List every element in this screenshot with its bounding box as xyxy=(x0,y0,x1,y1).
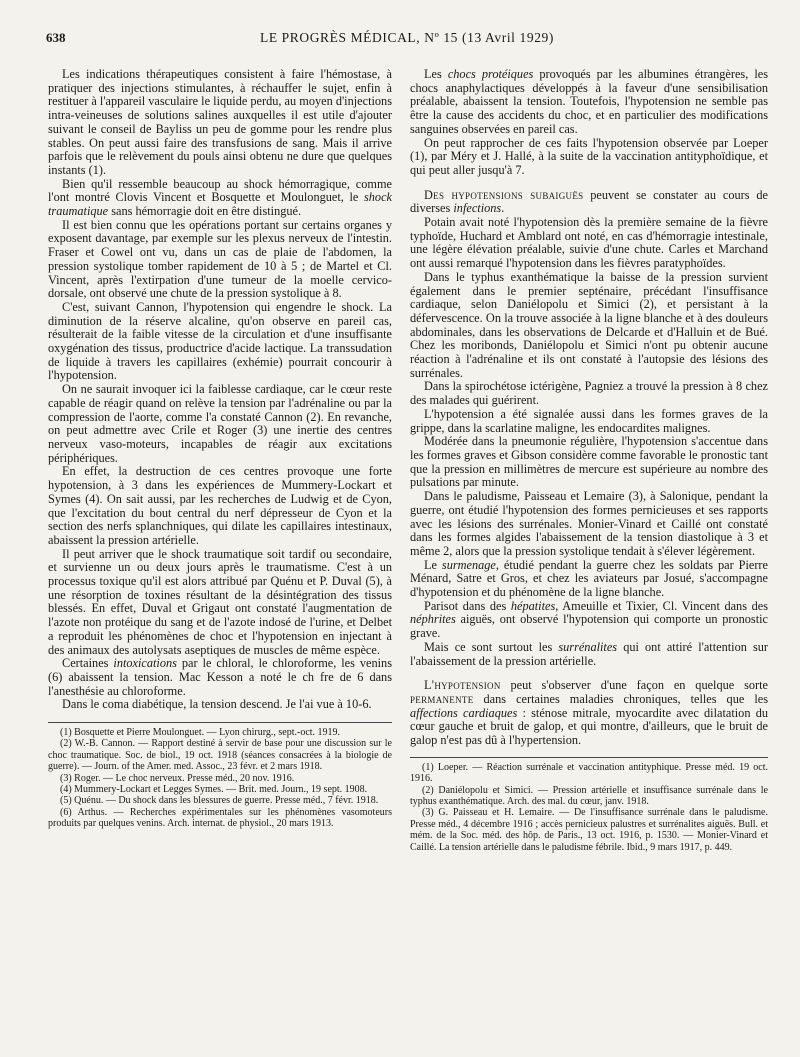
paragraph: Les chocs protéiques provoqués par les albumines étrangères, les chocs anaphylactiques développés à la faveur d'une sensibilisation préalable, abaissent la tension. Toutefois, l'hypotension ne semble pas être la cause des accidents du choc, et en particulier des modifications sanguines observées en pareil cas. xyxy=(410,67,768,136)
page-number: 638 xyxy=(46,30,66,45)
left-column xyxy=(48,68,392,830)
footnote: (2) W.-B. Cannon. — Rapport destiné à servir de base pour une discussion sur le choc traumatique. Soc. de biol., 19 oct. 1918 (séances consacrées à la biologie de guerre). — Journ. of the Amer. med. Assoc., 23 févr. et 2 mars 1918. xyxy=(48,738,392,773)
footnote: (3) Roger. — Le choc nerveux. Presse méd., 20 nov. 1916. xyxy=(60,772,295,784)
paragraph: Dans le coma diabétique, la tension descend. Je l'ai vue à 10-6. xyxy=(62,697,372,712)
paragraph: Il peut arriver que le shock traumatique soit tardif ou secondaire, et survienne un ou deux jours après le traumatisme. C'est à un processus toxique qu'il est alors attribué par Quénu et P. Duval (5), à une résorption de toxines résultant de la désintégration des tissus blessés. En effet, Duval et Grigaut ont constaté l'augmentation de l'azote non protéique du sang et de l'azote indosé de l'urine, et Delbet a reproduit les phénomènes de choc et l'hypotension en injectant à des animaux des autolysats aseptiques de muscles de même espèce. xyxy=(48,546,392,657)
running-header xyxy=(46,30,768,48)
paragraph: Dans le typhus exanthématique la baisse de la pression survient également dans le premier septénaire, précédant l'insuffisance cardiaque, selon Daniélopolu et Simici (2), et persistant à la défervescence. On la trouve associée à la ligne blanche et à des douleurs abdominales, dans les observations de Delcarde et d'Halluin et de Bué. Chez les moribonds, Daniélopolu et Simici n'ont pu obtenir aucune réaction à l'adrénaline et ils ont constaté à l'autopsie des lésions des surrénales. xyxy=(410,269,768,380)
footnotes xyxy=(410,762,768,853)
footnote: (5) Quénu. — Du shock dans les blessures de guerre. Presse méd., 7 févr. 1918. xyxy=(60,795,379,807)
paragraph: C'est, suivant Cannon, l'hypotension qui engendre le shock. La diminution de la réserve alcaline, qu'on observe en pareil cas, résulterait de la faible vitesse de la circulation et d'une insuffisante oxygénation des tissus, productrice d'acide lactique. La transsudation de liquide à travers les capillaires (exhémie) pourrait concourir à l'hypotension. xyxy=(48,299,392,383)
paragraph: Les indications thérapeutiques consistent à faire l'hémostase, à pratiquer des injections stimulantes, à réchauffer le sujet, enfin à restituer à l'appareil vasculaire le liquide perdu, au moyen d'injections intra-veineuses de solutions salines auxquelles il est utile d'ajouter suivant le conseil de Bayliss un peu de gomme pour les rendre plus stables. On peut aussi faire des transfusions de sang. Mais il arrive parfois que le relèvement du pouls ainsi obtenu ne dure que quelques instants (1). xyxy=(48,67,392,177)
footnotes xyxy=(48,727,392,830)
paragraph: Mais ce sont surtout les surrénalites qui ont attiré l'attention sur l'abaissement de la pression artérielle. xyxy=(410,639,768,668)
paragraph: Dans la spirochétose ictérigène, Pagniez a trouvé la pression à 8 chez des malades qui guérirent. xyxy=(410,379,768,408)
footnote-rule xyxy=(48,722,392,723)
paragraph: L'hypotension a été signalée aussi dans les formes graves de la grippe, dans la scarlatine maligne, les endocardites malignes. xyxy=(410,406,768,435)
paragraph: On peut rapprocher de ces faits l'hypotension observée par Loeper (1), par Méry et J. Hallé, à la suite de la vaccination antityphoïdique, et qui peut aller jusqu'à 7. xyxy=(410,135,768,177)
footnote: (2) Daniélopolu et Simici. — Pression artérielle et insuffisance surrénale dans le typhus exanthématique. Arch. des mal. du cœur, janv. 1918. xyxy=(410,784,768,807)
paragraph: On ne saurait invoquer ici la faiblesse cardiaque, car le cœur reste capable de réagir quand on relève la tension par l'adrénaline ou par la compression de l'aorte, comme l'a constaté Cannon (2). En revanche, on peut admettre avec Crile et Roger (3) une inertie des centres nerveux vaso-moteurs, incapables de réagir aux excitations périphériques. xyxy=(48,382,392,465)
paragraph: Dans le paludisme, Paisseau et Lemaire (3), à Salonique, pendant la guerre, ont étudié l'hypotension des formes pernicieuses et ses rapports avec les lésions des surrénales. Monier-Vinard et Caillé ont constaté dans les formes algides l'abaissement de la tension diastolique à 3 et même 2, alors que la pression systolique tendait à s'élever légèrement. xyxy=(410,489,768,558)
footnote: (1) Loeper. — Réaction surrénale et vaccination antityphique. Presse méd. 19 oct. 1916. xyxy=(410,761,768,785)
paragraph: L'hypotension peut s'observer d'une façon en quelque sorte permanente dans certaines maladies chroniques, telles que les affections cardiaques : sténose mitrale, myocardite avec dilatation du cœur gauche et bruit de galop, et qui montre, d'ailleurs, que le bruit de galop n'est pas dû à l'hypertension. xyxy=(410,678,768,748)
paragraph: Le surmenage, étudié pendant la guerre chez les soldats par Pierre Ménard, Satre et Gros, et chez les aviateurs par Josué, s'accompagne d'hypotension et du phénomène de la ligne blanche. xyxy=(410,557,768,600)
journal-title: LE PROGRÈS MÉDICAL, Nº 15 (13 Avril 1929) xyxy=(259,30,555,45)
footnote: (6) Arthus. — Recherches expérimentales sur les phénomènes vasomoteurs produits par quelques venins. Arch. internat. de physiol., 20 mars 1913. xyxy=(48,806,392,830)
footnote: (1) Bosquette et Pierre Moulonguet. — Lyon chirurg., sept.-oct. 1919. xyxy=(60,727,341,739)
paragraph: Bien qu'il ressemble beaucoup au shock hémorragique, comme l'ont montré Clovis Vincent et Bosquette et Moulonguet, le shock traumatique sans hémorragie doit en être distingué. xyxy=(48,176,392,219)
paragraph: Il est bien connu que les opérations portant sur certains organes y exposent davantage, par exemple sur les plexus nerveux de l'intestin. Fraser et Cowel ont vu, dans un cas de plaie de l'abdomen, la pression systolique tomber rapidement de 10 à 5 ; de Martel et Cl. Vincent, après l'extirpation d'une tumeur de la moelle cervico-dorsale, ont observé une chute de la pression systolique à 8. xyxy=(48,217,392,301)
right-column xyxy=(410,68,768,853)
footnote-rule xyxy=(410,757,768,758)
paragraph: En effet, la destruction de ces centres provoque une forte hypotension, à 3 dans les expériences de Mummery-Lockart et Symes (4). On sait aussi, par les recherches de Ludwig et de Cyon, que l'excitation du bout central du nerf dépresseur de Cyon et la section des nerfs splanchniques, qui dilate les capillaires intestinaux, abaissent la pression artérielle. xyxy=(48,464,392,547)
footnote: (3) G. Paisseau et H. Lemaire. — De l'insuffisance surrénale dans le paludisme. Presse méd., 4 décembre 1916 ; accès pernicieux palustres et surrénalites aiguës. Bull. et mém. de la Soc. méd. des hôp. de Paris., 13 oct. 1916, p. 1530. — Monier-Vinard et Caillé. La tension artérielle dans le paludisme fébrile. Ibid., 9 mars 1917, p. 449. xyxy=(410,807,768,853)
paragraph: Potain avait noté l'hypotension dès la première semaine de la fièvre typhoïde, Huchard et Amblard ont noté, en cas d'hémorragie intestinale, une légère élévation préalable, suivie d'une chute. Carles et Marchand ont aussi remarqué l'hypotension dans les fièvres paratyphoïdes. xyxy=(410,215,768,271)
paragraph: Modérée dans la pneumonie régulière, l'hypotension s'accentue dans les formes graves et Gibson considère comme favorable le pronostic tant que la pression en millimètres de mercure est supérieure au nombre des pulsations par minute. xyxy=(410,434,768,490)
footnote: (4) Mummery-Lockart et Legges Symes. — Brit. med. Journ., 19 sept. 1908. xyxy=(60,784,368,796)
paragraph: Certaines intoxications par le chloral, le chloroforme, les venins (6) abaissent la tension. Mac Kesson a noté le ch fre de 6 dans l'anesthésie au chloroforme. xyxy=(48,656,392,698)
paragraph: Parisot dans des hépatites, Ameuille et Tixier, Cl. Vincent dans des néphrites aiguës, ont observé l'hypotension qui comporte un pronostic grave. xyxy=(410,598,768,641)
paragraph: Des hypotensions subaiguës peuvent se constater au cours de diverses infections. xyxy=(410,187,768,216)
